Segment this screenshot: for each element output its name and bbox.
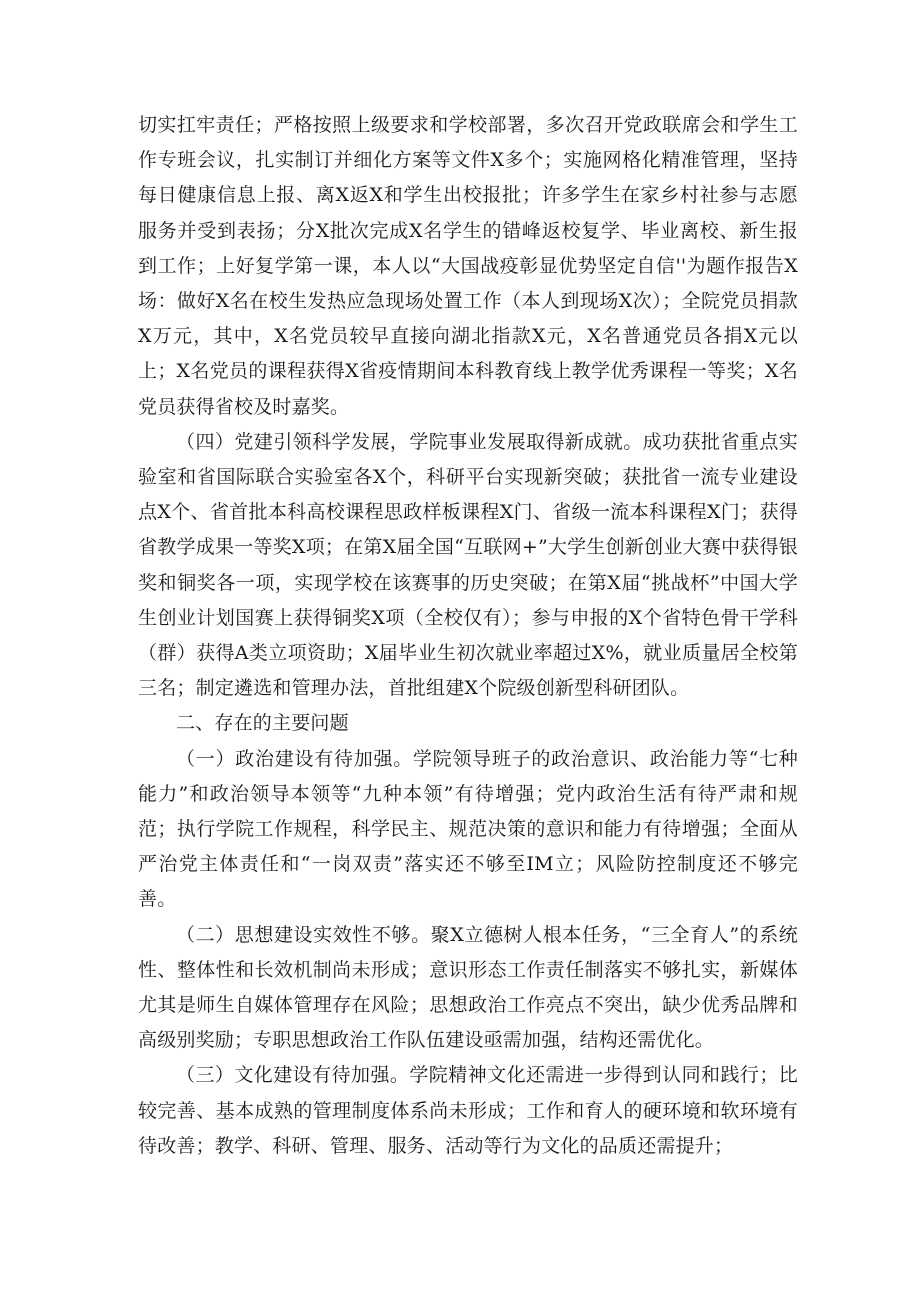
section-heading-main-problems: 二、存在的主要问题 [176,712,349,735]
document-body [138,108,798,1164]
paragraph-ideological-construction: （二）思想建设实效性不够。聚X立德树人根本任务，“三全育人”的系统性、整体性和长效机制尚未形成；意识形态工作责任制落实不够扎实，新媒体尤其是师生自媒体管理存在风险；思想政治工作亮点不突出，缺少优秀品牌和高级别奖励；专职思想政治工作队伍建设亟需加强，结构还需优化。 [138,923,798,1052]
paragraph-party-building-achievements: （四）党建引领科学发展，学院事业发展取得新成就。成功获批省重点实验室和省国际联合实验室各X个，科研平台实现新突破；获批省一流专业建设点X个、省首批本科高校课程思政样板课程X门、省级一流本科课程X门；获得省教学成果一等奖X项；在第X届全国“互联网+”大学生创新创业大赛中获得银奖和铜奖各一项，实现学校在该赛事的历史突破；在第X届“挑战杯”中国大学生创业计划国赛上获得铜奖X项（全校仅有）；参与申报的X个省特色骨干学科（群）获得A类立项资助；X届毕业生初次就业率超过X%，就业质量居全校第三名；制定遴选和管理办法，首批组建X个院级创新型科研团队。 [138,430,798,700]
paragraph-political-construction: （一）政治建设有待加强。学院领导班子的政治意识、政治能力等“七种能力”和政治领导本领等“九种本领”有待增强；党内政治生活有待严肃和规范；执行学院工作规程，科学民主、规范决策的意识和能力有待增强；全面从严治党主体责任和“一岗双责”落实还不够至IM立；风险防控制度还不够完善。 [138,747,798,911]
paragraph-epidemic-response: 切实扛牢责任；严格按照上级要求和学校部署，多次召开党政联席会和学生工作专班会议，扎实制订并细化方案等文件X多个；实施网格化精准管理，坚持每日健康信息上报、离X返X和学生出校报批；许多学生在家乡村社参与志愿服务并受到表扬；分X批次完成X名学生的错峰返校复学、毕业离校、新生报到工作；上好复学第一课，本人以“大国战疫彰显优势坚定自信''为题作报告X场：做好X名在校生发热应急现场处置工作（本人到现场X次）；全院党员捐款X万元，其中，X名党员较早直接向湖北指款X元，X名普通党员各捐X元以上；X名党员的课程获得X省疫情期间本科教育线上教学优秀课程一等奖；X名党员获得省校及时嘉奖。 [138,114,798,418]
paragraph-cultural-construction: （三）文化建设有待加强。学院精神文化还需进一步得到认同和践行；比较完善、基本成熟的管理制度体系尚未形成；工作和育人的硬环境和软环境有待改善；教学、科研、管理、服务、活动等行为文化的品质还需提升； [138,1064,798,1157]
